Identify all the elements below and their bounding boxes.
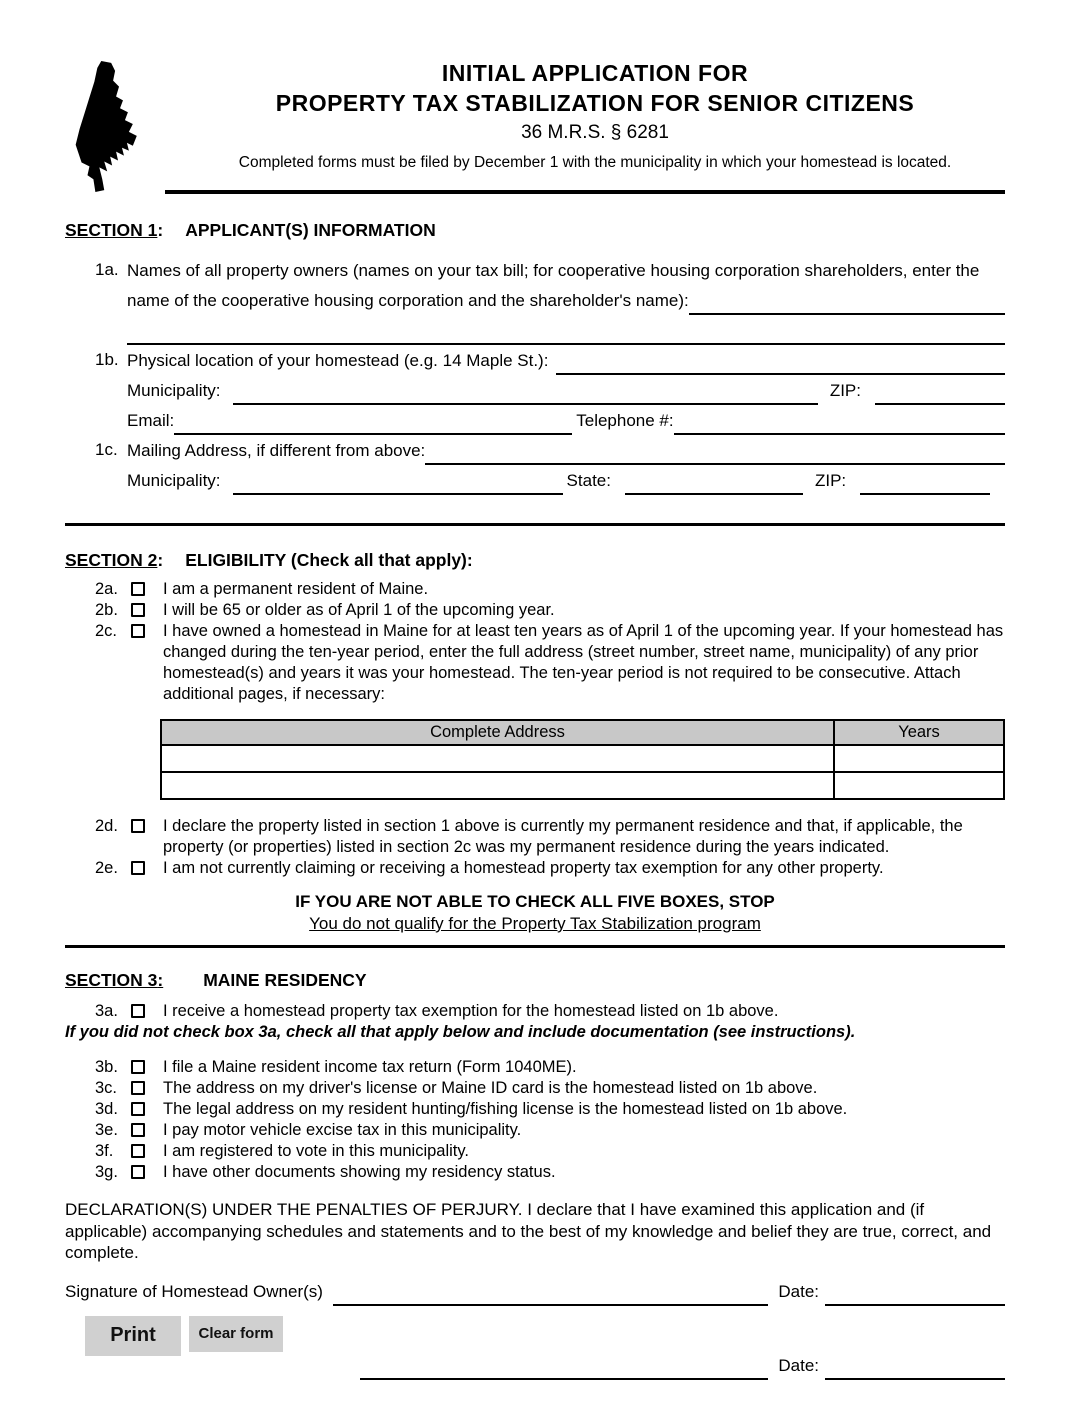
- municipality-label-1b: Municipality:: [127, 381, 221, 400]
- field-prior-years-2[interactable]: [834, 772, 1004, 799]
- prior-homestead-table: [160, 719, 1005, 800]
- checkbox-item-2d: [95, 816, 1005, 858]
- table-row: [161, 745, 1004, 772]
- perjury-declaration: DECLARATION(S) UNDER THE PENALTIES OF PERJURY. I declare that I have examined this application and (if applicable) accompanying schedules and statements and to the best of my knowledge and belief they are true, correct, and complete.: [65, 1200, 992, 1262]
- field-prior-address-2[interactable]: [161, 772, 834, 799]
- clear-form-button[interactable]: Clear form: [189, 1316, 283, 1352]
- checkbox-2c[interactable]: [131, 624, 145, 638]
- stop-warning: [65, 891, 1005, 935]
- row-1b-municipality: [127, 375, 1005, 405]
- header-divider: [165, 190, 1005, 194]
- item-3b-number: 3b.: [95, 1058, 118, 1076]
- item-2b-number: 2b.: [95, 601, 118, 619]
- email-label: Email:: [127, 411, 175, 430]
- checkbox-item-3g: [95, 1162, 1005, 1183]
- row-1b-contact: [127, 405, 1005, 435]
- statute-reference: 36 M.R.S. § 6281: [521, 122, 669, 143]
- item-2b-text: I will be 65 or older as of April 1 of the upcoming year.: [163, 601, 555, 619]
- item-3c-text: The address on my driver's license or Maine ID card is the homestead listed on 1b above.: [163, 1079, 818, 1097]
- section3-instruction-note: If you did not check box 3a, check all that apply below and include documentation (see instructions).: [65, 1023, 856, 1041]
- field-1c-state[interactable]: [625, 471, 803, 495]
- item-1b-number: 1b.: [95, 350, 119, 369]
- signature-label: Signature of Homestead Owner(s): [65, 1281, 323, 1301]
- date-label-2: Date:: [778, 1355, 819, 1375]
- checkbox-item-2e: [95, 858, 1005, 879]
- section1-heading-label: SECTION 1: [65, 220, 158, 240]
- table-header-years: Years: [834, 720, 1004, 745]
- item-1a: [95, 255, 1005, 315]
- section3-heading: [65, 970, 1005, 991]
- item-1b: [95, 345, 1005, 375]
- checkbox-item-3c: [95, 1078, 1005, 1099]
- signature-row-1: [65, 1276, 1005, 1306]
- section1-heading: [65, 220, 1005, 241]
- form-footer: [65, 1310, 1005, 1400]
- item-1c-number: 1c.: [95, 440, 118, 459]
- checkbox-3a[interactable]: [131, 1004, 145, 1018]
- checkbox-item-2a: [95, 579, 1005, 600]
- item-3f-text: I am registered to vote in this municipality.: [163, 1142, 469, 1160]
- item-3e-text: I pay motor vehicle excise tax in this municipality.: [163, 1121, 522, 1139]
- checkbox-item-3d: [95, 1099, 1005, 1120]
- section2-heading-colon: :: [157, 550, 164, 570]
- field-1b-municipality[interactable]: [233, 381, 818, 405]
- state-label: State:: [566, 471, 611, 490]
- field-1a-owner-names[interactable]: [689, 291, 1005, 315]
- maine-state-icon: [65, 58, 177, 196]
- item-3g-number: 3g.: [95, 1163, 118, 1181]
- field-1c-zip[interactable]: [860, 471, 990, 495]
- form-header: [65, 58, 1005, 194]
- checkbox-3d[interactable]: [131, 1102, 145, 1116]
- field-date-1[interactable]: [825, 1282, 1005, 1306]
- field-1b-physical-location[interactable]: [556, 351, 1005, 375]
- item-3a-text: I receive a homestead property tax exemption for the homestead listed on 1b above.: [163, 1002, 779, 1020]
- signature-row-2: [360, 1350, 1005, 1380]
- field-prior-address-1[interactable]: [161, 745, 834, 772]
- item-3d-text: The legal address on my resident hunting/fishing license is the homestead listed on 1b above.: [163, 1100, 848, 1118]
- telephone-label: Telephone #:: [576, 411, 674, 430]
- item-2c-number: 2c.: [95, 622, 118, 640]
- field-1a-owner-names-continued[interactable]: [127, 321, 1005, 345]
- checkbox-item-3e: [95, 1120, 1005, 1141]
- item-3b-text: I file a Maine resident income tax return (Form 1040ME).: [163, 1058, 577, 1076]
- field-1b-zip[interactable]: [875, 381, 1005, 405]
- section2-divider: [65, 945, 1005, 948]
- section2-heading-title: ELIGIBILITY (Check all that apply):: [185, 550, 473, 570]
- field-1c-municipality[interactable]: [233, 471, 563, 495]
- checkbox-item-3f: [95, 1141, 1005, 1162]
- item-2d-text: I declare the property listed in section 1 above is currently my permanent residence and that, if applicable, the property (or properties) listed in section 2c was my permanent residence during the years indicated.: [163, 817, 963, 856]
- checkbox-item-3a: [95, 1001, 1005, 1022]
- section1-heading-colon: :: [157, 220, 164, 240]
- checkbox-2b[interactable]: [131, 603, 145, 617]
- item-3d-number: 3d.: [95, 1100, 118, 1118]
- item-3e-number: 3e.: [95, 1121, 118, 1139]
- row-1c-municipality: [127, 465, 1005, 495]
- section3-heading-title: MAINE RESIDENCY: [203, 970, 367, 990]
- section3-body: [65, 1001, 1005, 1183]
- checkbox-3f[interactable]: [131, 1144, 145, 1158]
- section2-heading: [65, 550, 1005, 571]
- item-2d-number: 2d.: [95, 817, 118, 835]
- checkbox-3g[interactable]: [131, 1165, 145, 1179]
- field-email[interactable]: [174, 411, 572, 435]
- item-3g-text: I have other documents showing my residency status.: [163, 1163, 556, 1181]
- form-title-line2: PROPERTY TAX STABILIZATION FOR SENIOR CITIZENS: [275, 90, 915, 116]
- item-1a-text-line1: Names of all property owners (names on your tax bill; for cooperative housing corporation shareholders, enter the: [127, 261, 980, 280]
- field-prior-years-1[interactable]: [834, 745, 1004, 772]
- print-button[interactable]: Print: [85, 1316, 181, 1356]
- field-telephone[interactable]: [674, 411, 1005, 435]
- checkbox-3c[interactable]: [131, 1081, 145, 1095]
- form-title-line1: INITIAL APPLICATION FOR: [441, 60, 749, 86]
- zip-label-1b: ZIP:: [829, 381, 861, 400]
- section3-heading-colon: :: [157, 970, 164, 990]
- section2-body: [65, 579, 1005, 879]
- item-1c: [95, 435, 1005, 465]
- field-signature-2[interactable]: [360, 1356, 768, 1380]
- checkbox-2e[interactable]: [131, 861, 145, 875]
- checkbox-item-3b: [95, 1057, 1005, 1078]
- item-3a-number: 3a.: [95, 1002, 118, 1020]
- section2-heading-label: SECTION 2: [65, 550, 158, 570]
- item-1a-text-line2: name of the cooperative housing corporation and the shareholder's name):: [127, 291, 689, 310]
- section1-body: [65, 255, 1005, 495]
- item-2e-number: 2e.: [95, 859, 118, 877]
- table-row: [161, 772, 1004, 799]
- field-1c-mailing-address[interactable]: [425, 441, 1005, 465]
- item-2e-text: I am not currently claiming or receiving a homestead property tax exemption for any other property.: [163, 859, 884, 877]
- field-signature-1[interactable]: [333, 1282, 768, 1306]
- checkbox-item-2c: [95, 621, 1005, 705]
- stop-warning-line2: You do not qualify for the Property Tax Stabilization program: [309, 914, 761, 933]
- checkbox-3b[interactable]: [131, 1060, 145, 1074]
- item-2c-text: I have owned a homestead in Maine for at least ten years as of April 1 of the upcoming year. If your homestead has changed during the ten-year period, enter the full address (street number, street name, municipality) of any prior homestead(s) and years it was your homestead. The ten-year period is not required to be consecutive. Attach additional pages, if necessary:: [163, 622, 1004, 703]
- section1-divider: [65, 523, 1005, 526]
- checkbox-item-2b: [95, 600, 1005, 621]
- item-3f-number: 3f.: [95, 1142, 114, 1160]
- filing-deadline-note: Completed forms must be filed by December 1 with the municipality in which your homestead is located.: [238, 154, 952, 171]
- table-header-complete-address: Complete Address: [161, 720, 834, 745]
- section3-heading-label: SECTION 3: [65, 970, 158, 990]
- date-label-1: Date:: [778, 1281, 819, 1301]
- section1-heading-title: APPLICANT(S) INFORMATION: [185, 220, 436, 240]
- zip-label-1c: ZIP:: [814, 471, 847, 490]
- checkbox-2a[interactable]: [131, 582, 145, 596]
- item-2a-text: I am a permanent resident of Maine.: [163, 580, 429, 598]
- item-1b-label: Physical location of your homestead (e.g. 14 Maple St.):: [127, 351, 549, 370]
- checkbox-3e[interactable]: [131, 1123, 145, 1137]
- stop-warning-line1: IF YOU ARE NOT ABLE TO CHECK ALL FIVE BOXES, STOP: [295, 892, 775, 911]
- item-3c-number: 3c.: [95, 1079, 118, 1097]
- municipality-label-1c: Municipality:: [127, 471, 221, 490]
- item-1c-label: Mailing Address, if different from above:: [127, 441, 426, 460]
- item-1a-number: 1a.: [95, 260, 119, 279]
- field-date-2[interactable]: [825, 1356, 1005, 1380]
- item-2a-number: 2a.: [95, 580, 118, 598]
- checkbox-2d[interactable]: [131, 819, 145, 833]
